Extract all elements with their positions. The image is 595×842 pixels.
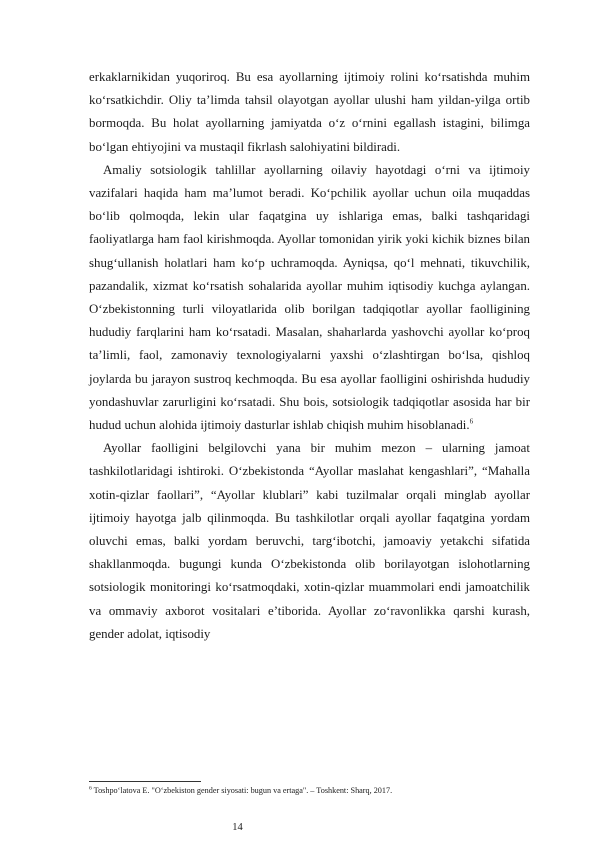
paragraph-3 <box>89 437 530 646</box>
document-body <box>89 66 530 646</box>
footnote-separator <box>89 781 201 782</box>
page-number: 14 <box>232 822 243 833</box>
footnote-number: 6 <box>89 785 92 792</box>
footnote-reference[interactable]: 6 <box>469 417 474 426</box>
footnote-text: Toshpo‘latova E. "O‘zbekiston gender siyosati: bugun va ertaga". – Toshkent: Sharq, 2017. <box>91 786 393 795</box>
paragraph-1-text: erkaklarnikidan yuqoriroq. Bu esa ayollarning ijtimoiy rolini ko‘rsatishda muhim ko‘rsatkichdir. Oliy ta’limda tahsil olayotgan ayollar ulushi ham yildan-yilga ortib bormoqda. Bu holat ayollarning jamiyatda o‘z o‘rnini egallash istagini, bilimga bo‘lgan ehtiyojini va mustaqil fikrlash salohiyatini bildiradi. <box>89 70 530 154</box>
paragraph-3-text: Ayollar faolligini belgilovchi yana bir muhim mezon – ularning jamoat tashkilotlaridagi ishtiroki. O‘zbekistonda “Ayollar maslahat kengashlari”, “Mahalla xotin-qizlar faollari”, “Ayollar klublari” kabi tuzilmalar orqali minglab ayollar ijtimoiy hayotga jalb qilinmoqda. Bu tashkilotlar orqali ayollar faqatgina yordam oluvchi emas, balki yordam beruvchi, targ‘ibotchi, jamoaviy yetakchi sifatida shakllanmoqda. bugungi kunda O‘zbekistonda olib borilayotgan islohotlarning sotsiologik monitoringi ko‘rsatmoqdaki, xotin-qizlar muammolari endi jamoatchilik va ommaviy axborot vositalari e’tiborida. Ayollar zo‘ravonlikka qarshi kurash, gender adolat, iqtisodiy <box>89 441 530 641</box>
paragraph-2-text: Amaliy sotsiologik tahlillar ayollarning oilaviy hayotdagi o‘rni va ijtimoiy vazifalari haqida ham ma’lumot beradi. Ko‘pchilik ayollar uchun oila muqaddas bo‘lib qolmoqda, lekin ular faqatgina uy ishlariga emas, balki tashqaridagi faoliyatlarga ham faol kirishmoqda. Ayollar tomonidan yirik yoki kichik biznes bilan shug‘ullanish holatlari ham ko‘p uchramoqda. Ayniqsa, qo‘l mehnati, tikuvchilik, pazandalik, xizmat ko‘rsatish sohalarida ayollar muhim iqtisodiy kuchga aylangan. O‘zbekistonning turli viloyatlarida olib borilgan tadqiqotlar ayollar faolligining hududiy farqlarini ham ko‘rsatadi. Masalan, shaharlarda yashovchi ayollar ko‘proq ta’limli, faol, zamonaviy texnologiyalarni yaxshi o‘zlashtirgan bo‘lsa, qishloq joylarda bu jarayon sustroq kechmoqda. Bu esa ayollar faolligini oshirishda hududiy yondashuvlar zarurligini ko‘rsatadi. Shu bois, sotsiologik tadqiqotlar asosida har bir hudud uchun alohida ijtimoiy dasturlar ishlab chiqish muhim hisoblanadi. <box>89 162 530 433</box>
paragraph-1 <box>89 66 530 159</box>
footnote <box>89 785 530 796</box>
paragraph-2 <box>89 159 530 437</box>
